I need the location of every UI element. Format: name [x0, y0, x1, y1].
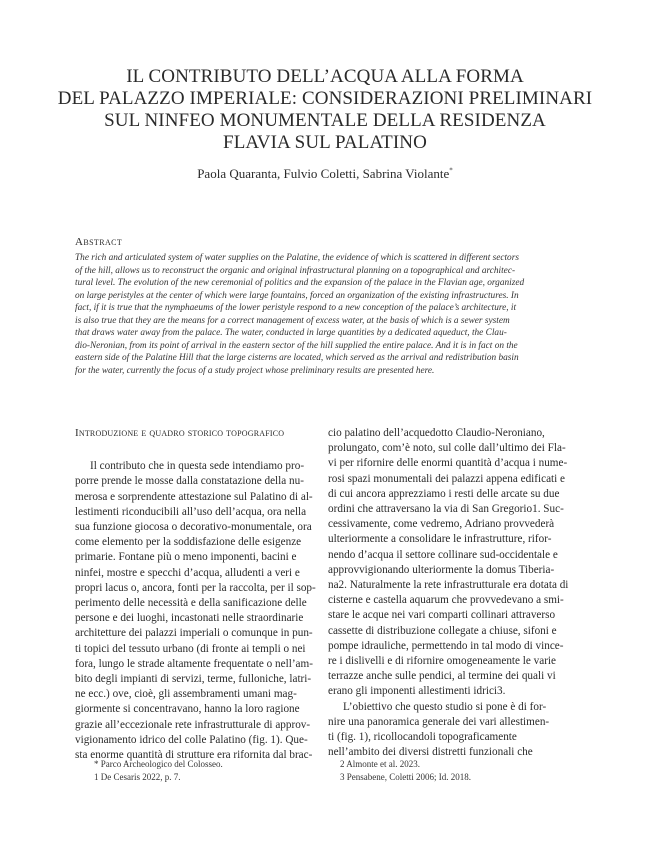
body-text-line: L’obiettivo che questo studio si pone è di for-: [343, 700, 547, 713]
body-text-line: rosi spazi monumentali dei palazzi appena edificati e: [328, 472, 566, 485]
abstract-line: on large peristyles at the center of which were large fountains, forced an organization of the existing infrastructures. In: [75, 290, 519, 301]
abstract-line: of the hill, allows us to reconstruct the organic and original infrastructural planning on a topographical and architec-: [75, 265, 516, 276]
footnote: 1 De Cesaris 2022, p. 7.: [94, 772, 181, 782]
abstract-line: dio-Neronian, from its point of arrival in the eastern sector of the hill supplied the entire palace. And it is in fact on the: [75, 340, 518, 351]
body-text-line: di cui ancora apprezziamo i resti delle arcate su due: [328, 487, 560, 500]
body-text-line: ti topici del tessuto urbano (di fronte ai templi o nei: [75, 642, 306, 655]
body-text-line: lestimenti riconducibili all’uso dell’acqua, ora nella: [75, 505, 307, 518]
footnotes-right: [340, 758, 471, 784]
body-text-line: ti (fig. 1), ricollocandoli topograficamente: [328, 731, 517, 744]
section-heading: Introduzione e quadro storico topografico: [75, 427, 285, 439]
body-text-line: prolungato, com’è noto, sul colle dall’ultimo dei Fla-: [328, 442, 566, 455]
body-text-line: cisterne e castella aquarum che provvedevano a smi-: [328, 594, 564, 607]
body-text-line: approvvigionando ulteriormente la domus Tiberia-: [328, 563, 555, 576]
body-text-line: sta enorme quantità di strutture era rifornita dal brac-: [75, 749, 313, 762]
paper-title: [40, 66, 610, 154]
title-line: SUL NINFEO MONUMENTALE DELLA RESIDENZA: [104, 110, 546, 131]
body-text-line: ninfei, mostre e specchi d’acqua, alludenti a veri e: [75, 566, 300, 579]
body-text-line: propri lacus o, ancora, fonti per la raccolta, per il sop-: [75, 581, 316, 594]
abstract-line: eastern side of the Palatine Hill that the large cisterns are located, which served as the arrival and redistribution basin: [75, 353, 519, 363]
author-affiliation-mark: *: [449, 166, 453, 175]
body-text-line: na2. Naturalmente la rete infrastrutturale era dotata di: [328, 579, 569, 592]
body-text-line: erano gli imponenti allestimenti idrici3.: [328, 685, 506, 698]
abstract-line: tural level. The evolution of the new ceremonial of politics and the expansion of the palace in the Flavian age, organized: [75, 278, 525, 288]
body-text-line: vi per rifornire delle enormi quantità d’acqua i nume-: [328, 457, 568, 470]
body-text-line: bito degli impianti di servizi, terme, fulloniche, latri-: [75, 673, 312, 686]
footnote: * Parco Archeologico del Colosseo.: [94, 759, 223, 769]
body-text-line: giormente si concentravano, hanno la loro ragione: [75, 703, 300, 716]
abstract-body: [75, 252, 575, 377]
body-text-line: pompe idrauliche, permettendo in tal modo di vince-: [328, 639, 564, 652]
title-line: DEL PALAZZO IMPERIALE: CONSIDERAZIONI PRELIMINARI: [57, 88, 593, 109]
body-text-line: nire una panoramica generale dei vari allestimen-: [328, 715, 550, 728]
abstract-line: that draws water away from the palace. The water, conducted in large quantities by a dedicated aqueduct, the Clau-: [75, 328, 507, 338]
body-text-line: architetture dei palazzi imperiali o comunque in pun-: [75, 627, 313, 640]
author-list: [40, 166, 610, 182]
abstract-heading: Abstract: [75, 236, 123, 248]
body-text-line: grazie all’eccezionale rete infrastrutturale di approv-: [75, 718, 311, 731]
body-text-line: perimento delle necessità e della sanificazione delle: [75, 597, 307, 610]
body-column-right: [328, 426, 575, 760]
footnotes-left: [94, 758, 223, 784]
abstract-line: for the water, currently the focus of a study project whose preliminary results are presented here.: [75, 365, 435, 376]
body-text-line: sua funzione giocosa o decorativo-monumentale, ora: [75, 521, 312, 534]
body-text-line: re i dislivelli e di rifornire omogeneamente le varie: [328, 655, 557, 668]
body-text-line: vigionamento idrico del colle Palatino (fig. 1). Que-: [75, 733, 308, 746]
body-text-line: cassette di distribuzione collegate a chiuse, sifoni e: [328, 624, 557, 637]
body-text-line: ordini che attraversano la via di San Gregorio1. Suc-: [328, 503, 564, 516]
author-names: Paola Quaranta, Fulvio Coletti, Sabrina Violante: [197, 166, 450, 181]
body-text-line: fora, lungo le strade altamente frequentate o nell’am-: [75, 657, 313, 670]
body-text-line: stare le acque nei vari comparti collinari attraverso: [328, 609, 556, 622]
body-text-line: porre prende le mosse dalla constatazione della nu-: [75, 475, 304, 488]
footnote: 2 Almonte et al. 2023.: [340, 759, 420, 769]
body-text-line: nell’ambito dei diversi distretti funzionali che: [328, 746, 533, 759]
body-text-line: cio palatino dell’acquedotto Claudio-Neroniano,: [328, 427, 545, 439]
abstract-line: is also true that they are the means for a correct management of excess water, at the basis of which is a sewer system: [75, 315, 510, 326]
body-text-line: Il contributo che in questa sede intendiamo pro-: [90, 460, 305, 473]
title-line: IL CONTRIBUTO DELL’ACQUA ALLA FORMA: [126, 66, 524, 87]
body-text-line: persone e dei luoghi, incastonati nelle straordinarie: [75, 612, 304, 625]
body-text-line: merosa e sorprendente attestazione sul Palatino di al-: [75, 490, 313, 503]
body-text-line: ne ecc.) ove, cioè, gli assembramenti umani mag-: [75, 688, 297, 701]
body-text-line: come elemento per la soddisfazione delle esigenze: [75, 536, 302, 549]
body-text-line: terrazze anche sulle pendici, al termine dei quali vi: [328, 670, 556, 683]
body-text-line: ulteriormente a consolidare le infrastrutture, rifor-: [328, 533, 552, 546]
body-column-left: [75, 426, 322, 763]
body-text-line: cessivamente, come vedremo, Adriano provvederà: [328, 518, 555, 531]
abstract-line: The rich and articulated system of water supplies on the Palatine, the evidence of which is scattered in different sectors: [75, 253, 519, 263]
footnote: 3 Pensabene, Coletti 2006; Id. 2018.: [340, 772, 471, 782]
abstract-line: fact, if it is true that the nymphaeums of the lower peristyle respond to a new conception of the palace’s architecture, it: [75, 303, 517, 313]
body-text-line: primarie. Fontane più o meno imponenti, bacini e: [75, 551, 297, 564]
title-line: FLAVIA SUL PALATINO: [223, 132, 427, 153]
body-text-line: nendo d’acqua il settore collinare sud-occidentale e: [328, 548, 558, 561]
